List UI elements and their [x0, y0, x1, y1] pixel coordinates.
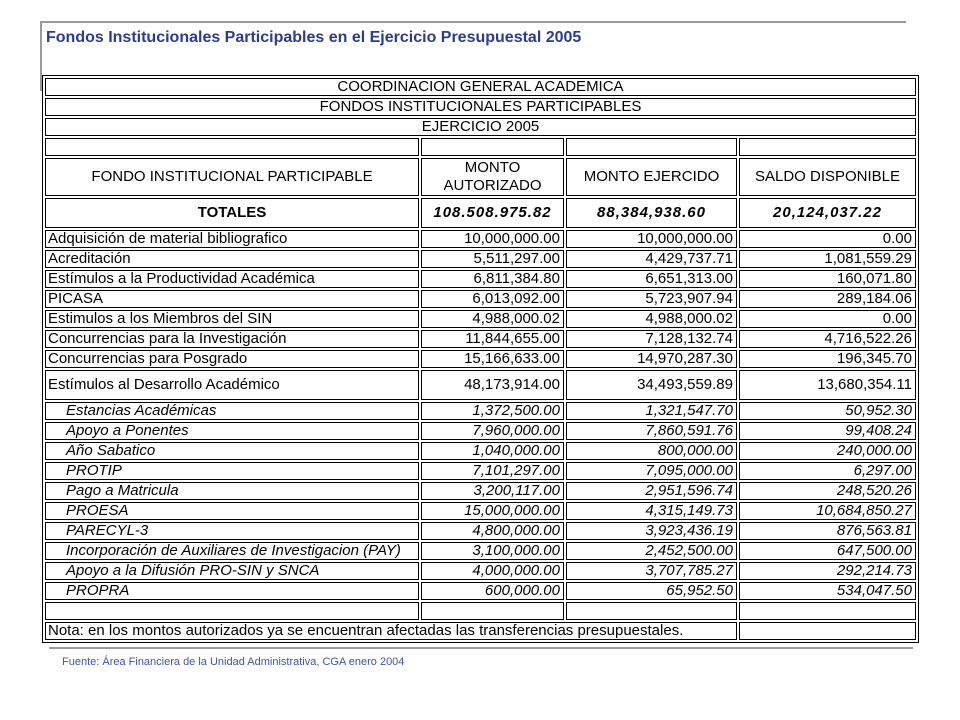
- fund-name-cell: Estímulos a la Productividad Académica: [45, 270, 419, 288]
- empty-cell: [421, 602, 564, 620]
- available-balance-cell: 10,684,850.27: [739, 502, 916, 520]
- top-rule: [40, 21, 906, 23]
- spent-amount-cell: 4,429,737.71: [566, 250, 737, 268]
- available-balance-cell: 160,071.80: [739, 270, 916, 288]
- table-note: Nota: en los montos autorizados ya se encuentran afectadas las transferencias presupuestales.: [45, 622, 737, 640]
- authorized-amount-cell: 7,960,000.00: [421, 422, 564, 440]
- available-balance-cell: 0.00: [739, 230, 916, 248]
- spent-amount-cell: 800,000.00: [566, 442, 737, 460]
- spent-amount-cell: 5,723,907.94: [566, 290, 737, 308]
- fund-name-cell: PICASA: [45, 290, 419, 308]
- fund-name-cell: Apoyo a la Difusión PRO-SIN y SNCA: [45, 562, 419, 580]
- bottom-rule: [49, 647, 913, 649]
- authorized-amount-cell: 15,166,633.00: [421, 350, 564, 368]
- fund-name-cell: Concurrencias para la Investigación: [45, 330, 419, 348]
- totals-label: TOTALES: [45, 198, 419, 228]
- authorized-amount-cell: 48,173,914.00: [421, 370, 564, 400]
- empty-cell: [566, 138, 737, 156]
- empty-cell: [739, 622, 916, 640]
- fund-name-cell: PROTIP: [45, 462, 419, 480]
- heading-coordinacion: COORDINACION GENERAL ACADEMICA: [45, 78, 916, 96]
- available-balance-cell: 248,520.26: [739, 482, 916, 500]
- spent-amount-cell: 4,988,000.02: [566, 310, 737, 328]
- fund-name-cell: PROPRA: [45, 582, 419, 600]
- funds-table: [42, 75, 919, 643]
- available-balance-cell: 4,716,522.26: [739, 330, 916, 348]
- spent-amount-cell: 14,970,287.30: [566, 350, 737, 368]
- available-balance-cell: 1,081,559.29: [739, 250, 916, 268]
- available-balance-cell: 240,000.00: [739, 442, 916, 460]
- available-balance-cell: 50,952.30: [739, 402, 916, 420]
- authorized-amount-cell: 6,811,384.80: [421, 270, 564, 288]
- spent-amount-cell: 2,951,596.74: [566, 482, 737, 500]
- authorized-amount-cell: 7,101,297.00: [421, 462, 564, 480]
- fund-name-cell: PROESA: [45, 502, 419, 520]
- authorized-amount-cell: 15,000,000.00: [421, 502, 564, 520]
- spent-amount-cell: 4,315,149.73: [566, 502, 737, 520]
- authorized-amount-cell: 1,372,500.00: [421, 402, 564, 420]
- source-footnote: Fuente: Área Financiera de la Unidad Administrativa, CGA enero 2004: [62, 656, 405, 668]
- available-balance-cell: 289,184.06: [739, 290, 916, 308]
- spent-amount-cell: 10,000,000.00: [566, 230, 737, 248]
- fund-name-cell: Apoyo a Ponentes: [45, 422, 419, 440]
- available-balance-cell: 196,345.70: [739, 350, 916, 368]
- authorized-amount-cell: 11,844,655.00: [421, 330, 564, 348]
- fund-name-cell: Año Sabatico: [45, 442, 419, 460]
- spent-amount-cell: 3,923,436.19: [566, 522, 737, 540]
- fund-name-cell: Concurrencias para Posgrado: [45, 350, 419, 368]
- authorized-amount-cell: 5,511,297.00: [421, 250, 564, 268]
- fund-name-cell: Estímulos al Desarrollo Académico: [45, 370, 419, 400]
- fund-name-cell: Adquisición de material bibliografico: [45, 230, 419, 248]
- authorized-amount-cell: 4,988,000.02: [421, 310, 564, 328]
- column-header-ejercido: MONTO EJERCIDO: [566, 158, 737, 196]
- heading-ejercicio: EJERCICIO 2005: [45, 118, 916, 136]
- authorized-amount-cell: 600,000.00: [421, 582, 564, 600]
- authorized-amount-cell: 10,000,000.00: [421, 230, 564, 248]
- fund-name-cell: Estancias Académicas: [45, 402, 419, 420]
- spent-amount-cell: 3,707,785.27: [566, 562, 737, 580]
- fund-name-cell: Incorporación de Auxiliares de Investigacion (PAY): [45, 542, 419, 560]
- heading-fondos: FONDOS INSTITUCIONALES PARTICIPABLES: [45, 98, 916, 116]
- authorized-amount-cell: 3,200,117.00: [421, 482, 564, 500]
- available-balance-cell: 647,500.00: [739, 542, 916, 560]
- fund-name-cell: Pago a Matricula: [45, 482, 419, 500]
- empty-cell: [45, 138, 419, 156]
- empty-cell: [421, 138, 564, 156]
- empty-cell: [566, 602, 737, 620]
- spent-amount-cell: 6,651,313.00: [566, 270, 737, 288]
- available-balance-cell: 13,680,354.11: [739, 370, 916, 400]
- spent-amount-cell: 7,860,591.76: [566, 422, 737, 440]
- available-balance-cell: 99,408.24: [739, 422, 916, 440]
- spent-amount-cell: 7,095,000.00: [566, 462, 737, 480]
- available-balance-cell: 534,047.50: [739, 582, 916, 600]
- spent-amount-cell: 65,952.50: [566, 582, 737, 600]
- available-balance-cell: 876,563.81: [739, 522, 916, 540]
- empty-cell: [739, 138, 916, 156]
- authorized-amount-cell: 4,000,000.00: [421, 562, 564, 580]
- fund-name-cell: Estimulos a los Miembros del SIN: [45, 310, 419, 328]
- totals-saldo: 20,124,037.22: [739, 198, 916, 228]
- spent-amount-cell: 7,128,132.74: [566, 330, 737, 348]
- spent-amount-cell: 34,493,559.89: [566, 370, 737, 400]
- authorized-amount-cell: 3,100,000.00: [421, 542, 564, 560]
- empty-cell: [45, 602, 419, 620]
- available-balance-cell: 292,214.73: [739, 562, 916, 580]
- column-header-saldo: SALDO DISPONIBLE: [739, 158, 916, 196]
- available-balance-cell: 6,297.00: [739, 462, 916, 480]
- spent-amount-cell: 1,321,547.70: [566, 402, 737, 420]
- totals-autorizado: 108.508.975.82: [421, 198, 564, 228]
- authorized-amount-cell: 6,013,092.00: [421, 290, 564, 308]
- fund-name-cell: PARECYL-3: [45, 522, 419, 540]
- page-title: Fondos Institucionales Participables en el Ejercicio Presupuestal 2005: [46, 29, 582, 46]
- column-header-fondo: FONDO INSTITUCIONAL PARTICIPABLE: [45, 158, 419, 196]
- column-header-autorizado: MONTO AUTORIZADO: [421, 158, 564, 196]
- authorized-amount-cell: 1,040,000.00: [421, 442, 564, 460]
- spent-amount-cell: 2,452,500.00: [566, 542, 737, 560]
- fund-name-cell: Acreditación: [45, 250, 419, 268]
- totals-ejercido: 88,384,938.60: [566, 198, 737, 228]
- available-balance-cell: 0.00: [739, 310, 916, 328]
- authorized-amount-cell: 4,800,000.00: [421, 522, 564, 540]
- empty-cell: [739, 602, 916, 620]
